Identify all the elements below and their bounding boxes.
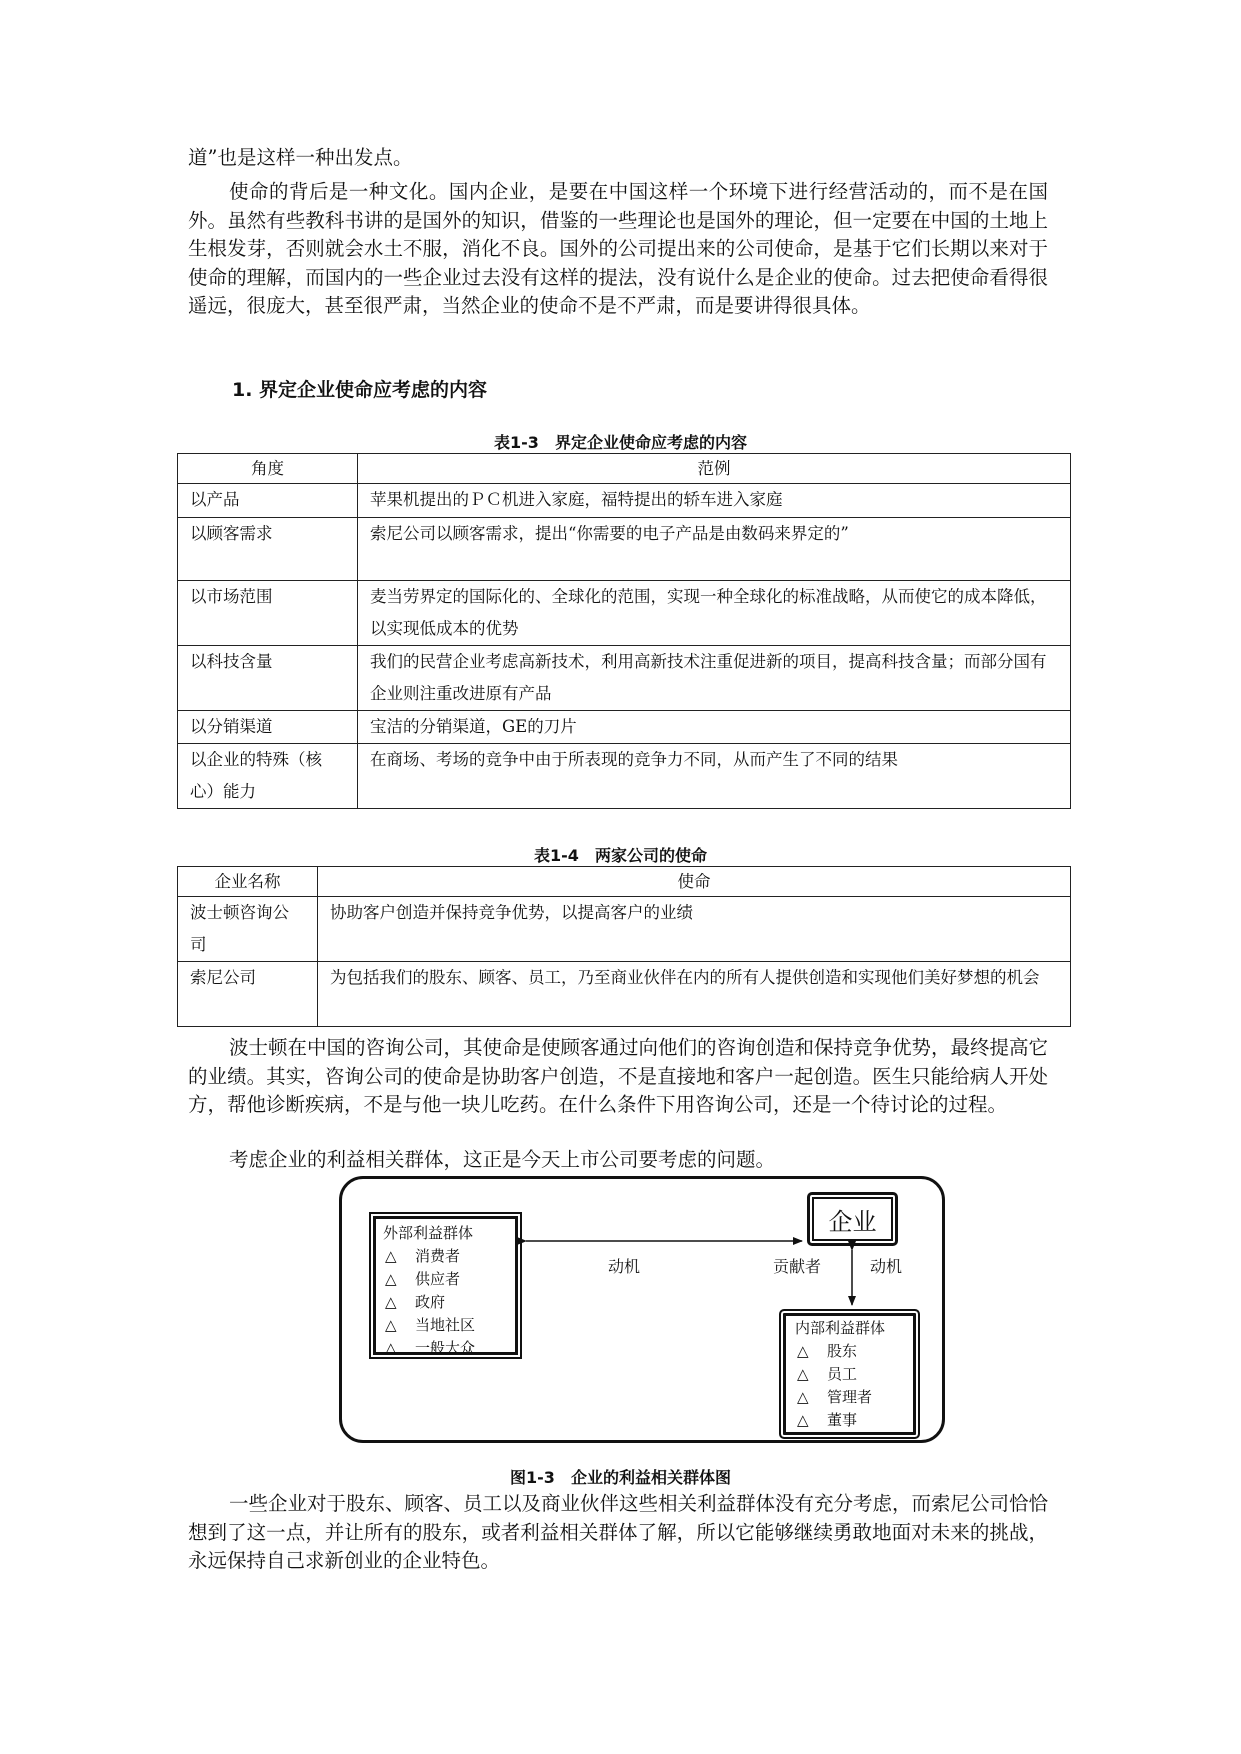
paragraph-4: 考虑企业的利益相关群体，这正是今天上市公司要考虑的问题。 — [229, 1148, 776, 1171]
list-item: △ 股东 — [795, 1340, 918, 1363]
paragraph-1: 道”也是这样一种出发点。 — [188, 146, 413, 169]
table-cell: 为包括我们的股东、顾客、员工，乃至商业伙伴在内的所有人提供创造和实现他们美好梦想的机会 — [318, 962, 1071, 1027]
list-item: △ 政府 — [383, 1291, 520, 1314]
triangle-icon: △ — [797, 1411, 809, 1429]
external-stakeholders-title: 外部利益群体 — [383, 1224, 474, 1242]
table-cell: 以企业的特殊（核心）能力 — [178, 744, 358, 809]
column-header: 角度 — [178, 454, 358, 484]
table-cell: 在商场、考场的竞争中由于所表现的竞争力不同，从而产生了不同的结果 — [358, 744, 1071, 809]
triangle-icon: △ — [385, 1316, 397, 1334]
motive-label-left: 动机 — [608, 1257, 641, 1276]
table-cell: 宝洁的分销渠道，GE的刀片 — [358, 711, 1071, 744]
table-cell: 索尼公司 — [178, 962, 318, 1027]
triangle-icon: △ — [385, 1339, 397, 1357]
contributor-label: 贡献者 — [773, 1257, 822, 1276]
paragraph-2: 使命的背后是一种文化。国内企业，是要在中国这样一个环境下进行经营活动的，而不是在国外。虽然有些教科书讲的是国外的知识，借鉴的一些理论也是国外的理论，但一定要在中国的土地上生根发芽，否则就会水土不服，消化不良。国外的公司提出来的公司使命，是基于它们长期以来对于使命的理解，而国内的一些企业过去没有这样的提法，没有说什么是企业的使命。过去把使命看得很遥远，很庞大，甚至很严肃，当然企业的使命不是不严肃，而是要讲得很具体。 — [188, 180, 1048, 317]
column-header: 范例 — [358, 454, 1071, 484]
table-1-4-caption: 表1-4 两家公司的使命 — [534, 846, 707, 865]
list-item: △ 消费者 — [383, 1245, 520, 1268]
section-heading: 1. 界定企业使命应考虑的内容 — [232, 379, 488, 401]
table-cell: 苹果机提出的ＰＣ机进入家庭，福特提出的轿车进入家庭 — [358, 484, 1071, 518]
table-cell: 以市场范围 — [178, 581, 358, 646]
table-cell: 波士顿咨询公司 — [178, 897, 318, 962]
paragraph-3: 波士顿在中国的咨询公司，其使命是使顾客通过向他们的咨询创造和保持竞争优势，最终提高它的业绩。其实，咨询公司的使命是协助客户创造，不是直接地和客户一起创造。医生只能给病人开处方，帮他诊断疾病，不是与他一块儿吃药。在什么条件下用咨询公司，还是一个待讨论的过程。 — [188, 1036, 1049, 1116]
table-cell: 麦当劳界定的国际化的、全球化的范围，实现一种全球化的标准战略，从而使它的成本降低，以实现低成本的优势 — [358, 581, 1071, 646]
table-cell: 以分销渠道 — [178, 711, 358, 744]
list-item: △ 当地社区 — [383, 1314, 520, 1337]
table-cell: 协助客户创造并保持竞争优势，以提高客户的业绩 — [318, 897, 1071, 962]
triangle-icon: △ — [797, 1342, 809, 1360]
triangle-icon: △ — [797, 1388, 809, 1406]
table-cell: 我们的民营企业考虑高新技术，利用高新技术注重促进新的项目，提高科技含量；而部分国有企业则注重改进原有产品 — [358, 646, 1071, 711]
table-cell: 以科技含量 — [178, 646, 358, 711]
list-item: △ 董事 — [795, 1409, 918, 1432]
figure-1-3-caption: 图1-3 企业的利益相关群体图 — [510, 1468, 731, 1487]
triangle-icon: △ — [385, 1247, 397, 1265]
column-header: 使命 — [318, 867, 1071, 897]
triangle-icon: △ — [797, 1365, 809, 1383]
company-label: 企业 — [828, 1207, 877, 1236]
triangle-icon: △ — [385, 1293, 397, 1311]
table-cell: 以产品 — [178, 484, 358, 518]
internal-stakeholders-title: 内部利益群体 — [795, 1319, 886, 1337]
table-cell: 索尼公司以顾客需求，提出“你需要的电子产品是由数码来界定的” — [358, 518, 1071, 581]
list-item: △ 一般大众 — [383, 1337, 520, 1360]
table-cell: 以顾客需求 — [178, 518, 358, 581]
list-item: △ 员工 — [795, 1363, 918, 1386]
motive-label-right: 动机 — [870, 1257, 903, 1276]
table-1-3-caption: 表1-3 界定企业使命应考虑的内容 — [494, 433, 747, 452]
column-header: 企业名称 — [178, 867, 318, 897]
list-item: △ 供应者 — [383, 1268, 520, 1291]
list-item: △ 管理者 — [795, 1386, 918, 1409]
triangle-icon: △ — [385, 1270, 397, 1288]
paragraph-5: 一些企业对于股东、顾客、员工以及商业伙伴这些相关利益群体没有充分考虑，而索尼公司恰恰想到了这一点，并让所有的股东，或者利益相关群体了解，所以它能够继续勇敢地面对未来的挑战，永远保持自己求新创业的企业特色。 — [188, 1492, 1049, 1572]
